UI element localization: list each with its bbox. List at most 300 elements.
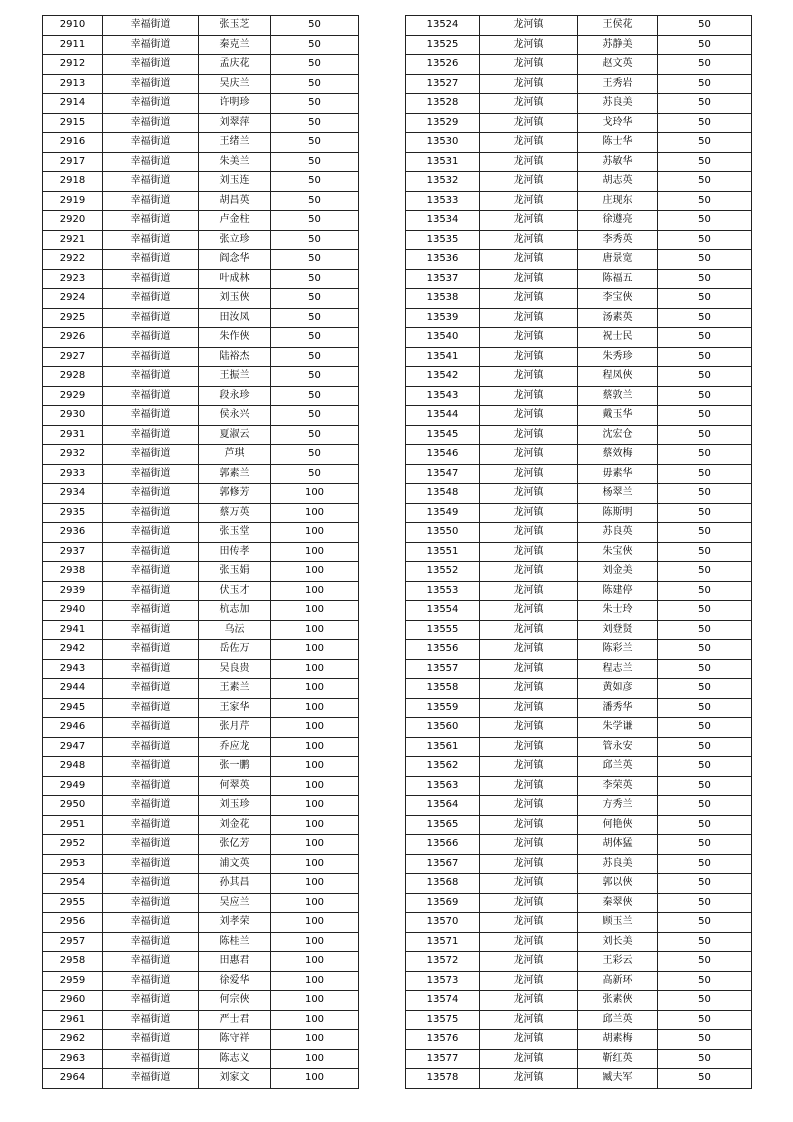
name-cell: 张月芹 <box>199 718 271 738</box>
district-cell: 幸福街道 <box>103 893 199 913</box>
amount-cell: 50 <box>271 289 359 309</box>
table-row <box>406 250 752 270</box>
district-cell: 幸福街道 <box>103 289 199 309</box>
name-cell: 刘金美 <box>578 562 658 582</box>
amount-cell: 100 <box>271 1069 359 1089</box>
table-row <box>43 152 359 172</box>
amount-cell: 50 <box>658 815 752 835</box>
id-cell: 13549 <box>406 503 480 523</box>
id-cell: 13538 <box>406 289 480 309</box>
name-cell: 芦琪 <box>199 445 271 465</box>
name-cell: 徐遵亮 <box>578 211 658 231</box>
district-cell: 龙河镇 <box>480 620 578 640</box>
table-row <box>406 55 752 75</box>
district-cell: 龙河镇 <box>480 601 578 621</box>
name-cell: 段永珍 <box>199 386 271 406</box>
district-cell: 龙河镇 <box>480 874 578 894</box>
district-cell: 龙河镇 <box>480 328 578 348</box>
name-cell: 庄现东 <box>578 191 658 211</box>
amount-cell: 100 <box>271 796 359 816</box>
name-cell: 叶成林 <box>199 269 271 289</box>
amount-cell: 50 <box>658 601 752 621</box>
table-row <box>406 601 752 621</box>
amount-cell: 100 <box>271 991 359 1011</box>
right-table <box>405 15 752 1089</box>
id-cell: 13555 <box>406 620 480 640</box>
amount-cell: 100 <box>271 718 359 738</box>
name-cell: 苏良美 <box>578 854 658 874</box>
amount-cell: 50 <box>658 367 752 387</box>
id-cell: 13543 <box>406 386 480 406</box>
amount-cell: 50 <box>658 679 752 699</box>
district-cell: 龙河镇 <box>480 464 578 484</box>
district-cell: 幸福街道 <box>103 659 199 679</box>
id-cell: 13548 <box>406 484 480 504</box>
district-cell: 幸福街道 <box>103 698 199 718</box>
name-cell: 刘玉珍 <box>199 796 271 816</box>
id-cell: 2922 <box>43 250 103 270</box>
amount-cell: 50 <box>658 230 752 250</box>
id-cell: 2917 <box>43 152 103 172</box>
amount-cell: 100 <box>271 757 359 777</box>
name-cell: 靳红英 <box>578 1049 658 1069</box>
district-cell: 幸福街道 <box>103 1069 199 1089</box>
amount-cell: 100 <box>271 854 359 874</box>
name-cell: 刘孝荣 <box>199 913 271 933</box>
id-cell: 13536 <box>406 250 480 270</box>
name-cell: 戴玉华 <box>578 406 658 426</box>
table-row <box>43 698 359 718</box>
district-cell: 幸福街道 <box>103 835 199 855</box>
district-cell: 龙河镇 <box>480 445 578 465</box>
name-cell: 阎念华 <box>199 250 271 270</box>
district-cell: 幸福街道 <box>103 484 199 504</box>
table-row <box>406 152 752 172</box>
district-cell: 幸福街道 <box>103 308 199 328</box>
district-cell: 龙河镇 <box>480 737 578 757</box>
name-cell: 王绪兰 <box>199 133 271 153</box>
name-cell: 刘登贤 <box>578 620 658 640</box>
id-cell: 2925 <box>43 308 103 328</box>
table-row <box>43 601 359 621</box>
table-row <box>406 211 752 231</box>
table-row <box>43 991 359 1011</box>
table-row <box>43 796 359 816</box>
district-cell: 龙河镇 <box>480 35 578 55</box>
id-cell: 2933 <box>43 464 103 484</box>
name-cell: 朱宝俠 <box>578 542 658 562</box>
name-cell: 胡素梅 <box>578 1030 658 1050</box>
amount-cell: 50 <box>658 854 752 874</box>
name-cell: 王秀岩 <box>578 74 658 94</box>
name-cell: 刘长美 <box>578 932 658 952</box>
amount-cell: 50 <box>658 913 752 933</box>
id-cell: 2960 <box>43 991 103 1011</box>
id-cell: 2921 <box>43 230 103 250</box>
name-cell: 陈守祥 <box>199 1030 271 1050</box>
table-row <box>406 289 752 309</box>
id-cell: 13534 <box>406 211 480 231</box>
amount-cell: 50 <box>658 211 752 231</box>
id-cell: 2930 <box>43 406 103 426</box>
district-cell: 幸福街道 <box>103 718 199 738</box>
id-cell: 13563 <box>406 776 480 796</box>
table-row <box>43 542 359 562</box>
id-cell: 2910 <box>43 16 103 36</box>
district-cell: 龙河镇 <box>480 74 578 94</box>
name-cell: 王素兰 <box>199 679 271 699</box>
name-cell: 朱秀珍 <box>578 347 658 367</box>
amount-cell: 50 <box>658 893 752 913</box>
amount-cell: 50 <box>658 1069 752 1089</box>
id-cell: 13528 <box>406 94 480 114</box>
id-cell: 13527 <box>406 74 480 94</box>
district-cell: 龙河镇 <box>480 932 578 952</box>
id-cell: 13547 <box>406 464 480 484</box>
id-cell: 2961 <box>43 1010 103 1030</box>
table-row <box>43 133 359 153</box>
id-cell: 13525 <box>406 35 480 55</box>
amount-cell: 100 <box>271 1010 359 1030</box>
id-cell: 13537 <box>406 269 480 289</box>
id-cell: 13529 <box>406 113 480 133</box>
table-row <box>406 874 752 894</box>
table-row <box>406 776 752 796</box>
table-row <box>406 94 752 114</box>
district-cell: 幸福街道 <box>103 601 199 621</box>
district-cell: 龙河镇 <box>480 757 578 777</box>
table-row <box>406 893 752 913</box>
table-row <box>406 620 752 640</box>
amount-cell: 50 <box>658 562 752 582</box>
name-cell: 郭素兰 <box>199 464 271 484</box>
table-row <box>406 932 752 952</box>
id-cell: 2947 <box>43 737 103 757</box>
id-cell: 2954 <box>43 874 103 894</box>
id-cell: 2924 <box>43 289 103 309</box>
name-cell: 乔应龙 <box>199 737 271 757</box>
amount-cell: 100 <box>271 523 359 543</box>
table-row <box>406 757 752 777</box>
id-cell: 2923 <box>43 269 103 289</box>
table-row <box>43 16 359 36</box>
table-row <box>406 1030 752 1050</box>
amount-cell: 50 <box>658 55 752 75</box>
amount-cell: 50 <box>658 328 752 348</box>
id-cell: 2934 <box>43 484 103 504</box>
table-row <box>43 562 359 582</box>
name-cell: 唐景宽 <box>578 250 658 270</box>
name-cell: 陈斯明 <box>578 503 658 523</box>
table-row <box>43 523 359 543</box>
id-cell: 2936 <box>43 523 103 543</box>
name-cell: 邱兰英 <box>578 1010 658 1030</box>
table-row <box>43 1049 359 1069</box>
id-cell: 13572 <box>406 952 480 972</box>
name-cell: 张一鹏 <box>199 757 271 777</box>
district-cell: 龙河镇 <box>480 679 578 699</box>
name-cell: 李秀英 <box>578 230 658 250</box>
district-cell: 龙河镇 <box>480 55 578 75</box>
id-cell: 2951 <box>43 815 103 835</box>
amount-cell: 100 <box>271 1030 359 1050</box>
id-cell: 2957 <box>43 932 103 952</box>
amount-cell: 50 <box>658 952 752 972</box>
id-cell: 2913 <box>43 74 103 94</box>
district-cell: 幸福街道 <box>103 523 199 543</box>
amount-cell: 50 <box>271 464 359 484</box>
id-cell: 13567 <box>406 854 480 874</box>
id-cell: 2958 <box>43 952 103 972</box>
table-row <box>406 737 752 757</box>
name-cell: 许明珍 <box>199 94 271 114</box>
name-cell: 朱美兰 <box>199 152 271 172</box>
table-row <box>43 250 359 270</box>
id-cell: 13541 <box>406 347 480 367</box>
amount-cell: 100 <box>271 971 359 991</box>
table-row <box>43 1030 359 1050</box>
district-cell: 幸福街道 <box>103 35 199 55</box>
amount-cell: 50 <box>271 250 359 270</box>
table-row <box>406 172 752 192</box>
amount-cell: 50 <box>271 55 359 75</box>
name-cell: 程志兰 <box>578 659 658 679</box>
district-cell: 龙河镇 <box>480 308 578 328</box>
amount-cell: 50 <box>658 971 752 991</box>
name-cell: 戈玲华 <box>578 113 658 133</box>
amount-cell: 50 <box>658 191 752 211</box>
amount-cell: 50 <box>658 835 752 855</box>
table-row <box>43 367 359 387</box>
table-row <box>43 406 359 426</box>
amount-cell: 50 <box>271 94 359 114</box>
name-cell: 杨翠兰 <box>578 484 658 504</box>
name-cell: 侯永兴 <box>199 406 271 426</box>
table-row <box>43 757 359 777</box>
id-cell: 2935 <box>43 503 103 523</box>
amount-cell: 100 <box>271 484 359 504</box>
id-cell: 13535 <box>406 230 480 250</box>
district-cell: 龙河镇 <box>480 854 578 874</box>
district-cell: 龙河镇 <box>480 893 578 913</box>
name-cell: 王彩云 <box>578 952 658 972</box>
table-row <box>43 464 359 484</box>
table-row <box>406 659 752 679</box>
amount-cell: 50 <box>658 542 752 562</box>
table-row <box>43 386 359 406</box>
id-cell: 2940 <box>43 601 103 621</box>
amount-cell: 50 <box>658 464 752 484</box>
table-row <box>43 718 359 738</box>
district-cell: 龙河镇 <box>480 503 578 523</box>
name-cell: 管永安 <box>578 737 658 757</box>
district-cell: 幸福街道 <box>103 406 199 426</box>
id-cell: 13551 <box>406 542 480 562</box>
amount-cell: 50 <box>658 425 752 445</box>
district-cell: 龙河镇 <box>480 835 578 855</box>
name-cell: 张立珍 <box>199 230 271 250</box>
table-row <box>406 347 752 367</box>
name-cell: 胡体猛 <box>578 835 658 855</box>
id-cell: 2943 <box>43 659 103 679</box>
name-cell: 陈福五 <box>578 269 658 289</box>
amount-cell: 50 <box>658 386 752 406</box>
amount-cell: 50 <box>658 523 752 543</box>
district-cell: 幸福街道 <box>103 367 199 387</box>
amount-cell: 50 <box>658 250 752 270</box>
name-cell: 陈建停 <box>578 581 658 601</box>
amount-cell: 100 <box>271 932 359 952</box>
amount-cell: 50 <box>271 113 359 133</box>
id-cell: 2919 <box>43 191 103 211</box>
district-cell: 幸福街道 <box>103 152 199 172</box>
table-row <box>406 913 752 933</box>
table-row <box>43 835 359 855</box>
amount-cell: 100 <box>271 601 359 621</box>
name-cell: 田汝凤 <box>199 308 271 328</box>
name-cell: 臧夫军 <box>578 1069 658 1089</box>
table-row <box>43 581 359 601</box>
district-cell: 幸福街道 <box>103 1010 199 1030</box>
district-cell: 幸福街道 <box>103 776 199 796</box>
name-cell: 吴应兰 <box>199 893 271 913</box>
id-cell: 13532 <box>406 172 480 192</box>
district-cell: 龙河镇 <box>480 698 578 718</box>
name-cell: 胡昌英 <box>199 191 271 211</box>
amount-cell: 50 <box>658 796 752 816</box>
name-cell: 岳佐万 <box>199 640 271 660</box>
name-cell: 方秀兰 <box>578 796 658 816</box>
district-cell: 龙河镇 <box>480 913 578 933</box>
table-row <box>406 815 752 835</box>
amount-cell: 100 <box>271 776 359 796</box>
table-row <box>43 815 359 835</box>
name-cell: 何宗俠 <box>199 991 271 1011</box>
amount-cell: 50 <box>658 308 752 328</box>
district-cell: 幸福街道 <box>103 250 199 270</box>
table-row <box>406 74 752 94</box>
name-cell: 张素俠 <box>578 991 658 1011</box>
name-cell: 秦翠俠 <box>578 893 658 913</box>
district-cell: 龙河镇 <box>480 133 578 153</box>
name-cell: 朱作俠 <box>199 328 271 348</box>
table-row <box>406 406 752 426</box>
id-cell: 2963 <box>43 1049 103 1069</box>
id-cell: 2949 <box>43 776 103 796</box>
district-cell: 幸福街道 <box>103 913 199 933</box>
id-cell: 2915 <box>43 113 103 133</box>
district-cell: 龙河镇 <box>480 484 578 504</box>
name-cell: 王家华 <box>199 698 271 718</box>
table-row <box>406 484 752 504</box>
amount-cell: 50 <box>658 16 752 36</box>
amount-cell: 50 <box>658 640 752 660</box>
amount-cell: 100 <box>271 952 359 972</box>
table-row <box>43 913 359 933</box>
id-cell: 13559 <box>406 698 480 718</box>
amount-cell: 50 <box>658 269 752 289</box>
id-cell: 2932 <box>43 445 103 465</box>
name-cell: 郭修芳 <box>199 484 271 504</box>
amount-cell: 100 <box>271 581 359 601</box>
id-cell: 2931 <box>43 425 103 445</box>
table-row <box>43 191 359 211</box>
amount-cell: 50 <box>658 74 752 94</box>
id-cell: 13561 <box>406 737 480 757</box>
amount-cell: 50 <box>658 718 752 738</box>
amount-cell: 100 <box>271 562 359 582</box>
id-cell: 13575 <box>406 1010 480 1030</box>
table-row <box>406 718 752 738</box>
name-cell: 邱兰英 <box>578 757 658 777</box>
amount-cell: 50 <box>271 367 359 387</box>
table-row <box>406 971 752 991</box>
id-cell: 13533 <box>406 191 480 211</box>
district-cell: 幸福街道 <box>103 133 199 153</box>
name-cell: 卢金柱 <box>199 211 271 231</box>
district-cell: 幸福街道 <box>103 640 199 660</box>
district-cell: 幸福街道 <box>103 796 199 816</box>
amount-cell: 50 <box>271 445 359 465</box>
district-cell: 幸福街道 <box>103 386 199 406</box>
amount-cell: 50 <box>271 35 359 55</box>
table-row <box>406 191 752 211</box>
id-cell: 13577 <box>406 1049 480 1069</box>
amount-cell: 50 <box>271 211 359 231</box>
amount-cell: 50 <box>658 1030 752 1050</box>
district-cell: 龙河镇 <box>480 113 578 133</box>
name-cell: 沈宏仓 <box>578 425 658 445</box>
amount-cell: 50 <box>271 172 359 192</box>
name-cell: 杭志加 <box>199 601 271 621</box>
id-cell: 13544 <box>406 406 480 426</box>
id-cell: 2956 <box>43 913 103 933</box>
table-row <box>406 854 752 874</box>
id-cell: 13542 <box>406 367 480 387</box>
district-cell: 龙河镇 <box>480 152 578 172</box>
id-cell: 13568 <box>406 874 480 894</box>
district-cell: 幸福街道 <box>103 191 199 211</box>
district-cell: 龙河镇 <box>480 542 578 562</box>
name-cell: 陆裕杰 <box>199 347 271 367</box>
table-row <box>406 991 752 1011</box>
district-cell: 龙河镇 <box>480 230 578 250</box>
table-row <box>406 445 752 465</box>
id-cell: 13571 <box>406 932 480 952</box>
table-row <box>43 55 359 75</box>
district-cell: 龙河镇 <box>480 659 578 679</box>
name-cell: 陈桂兰 <box>199 932 271 952</box>
amount-cell: 50 <box>658 113 752 133</box>
id-cell: 2926 <box>43 328 103 348</box>
amount-cell: 100 <box>271 1049 359 1069</box>
table-row <box>43 94 359 114</box>
id-cell: 2941 <box>43 620 103 640</box>
id-cell: 2914 <box>43 94 103 114</box>
id-cell: 2955 <box>43 893 103 913</box>
id-cell: 2946 <box>43 718 103 738</box>
name-cell: 张玉堂 <box>199 523 271 543</box>
table-row <box>43 737 359 757</box>
district-cell: 幸福街道 <box>103 815 199 835</box>
id-cell: 13576 <box>406 1030 480 1050</box>
amount-cell: 50 <box>271 133 359 153</box>
amount-cell: 50 <box>271 328 359 348</box>
district-cell: 龙河镇 <box>480 425 578 445</box>
name-cell: 刘家文 <box>199 1069 271 1089</box>
table-row <box>43 679 359 699</box>
amount-cell: 50 <box>271 347 359 367</box>
